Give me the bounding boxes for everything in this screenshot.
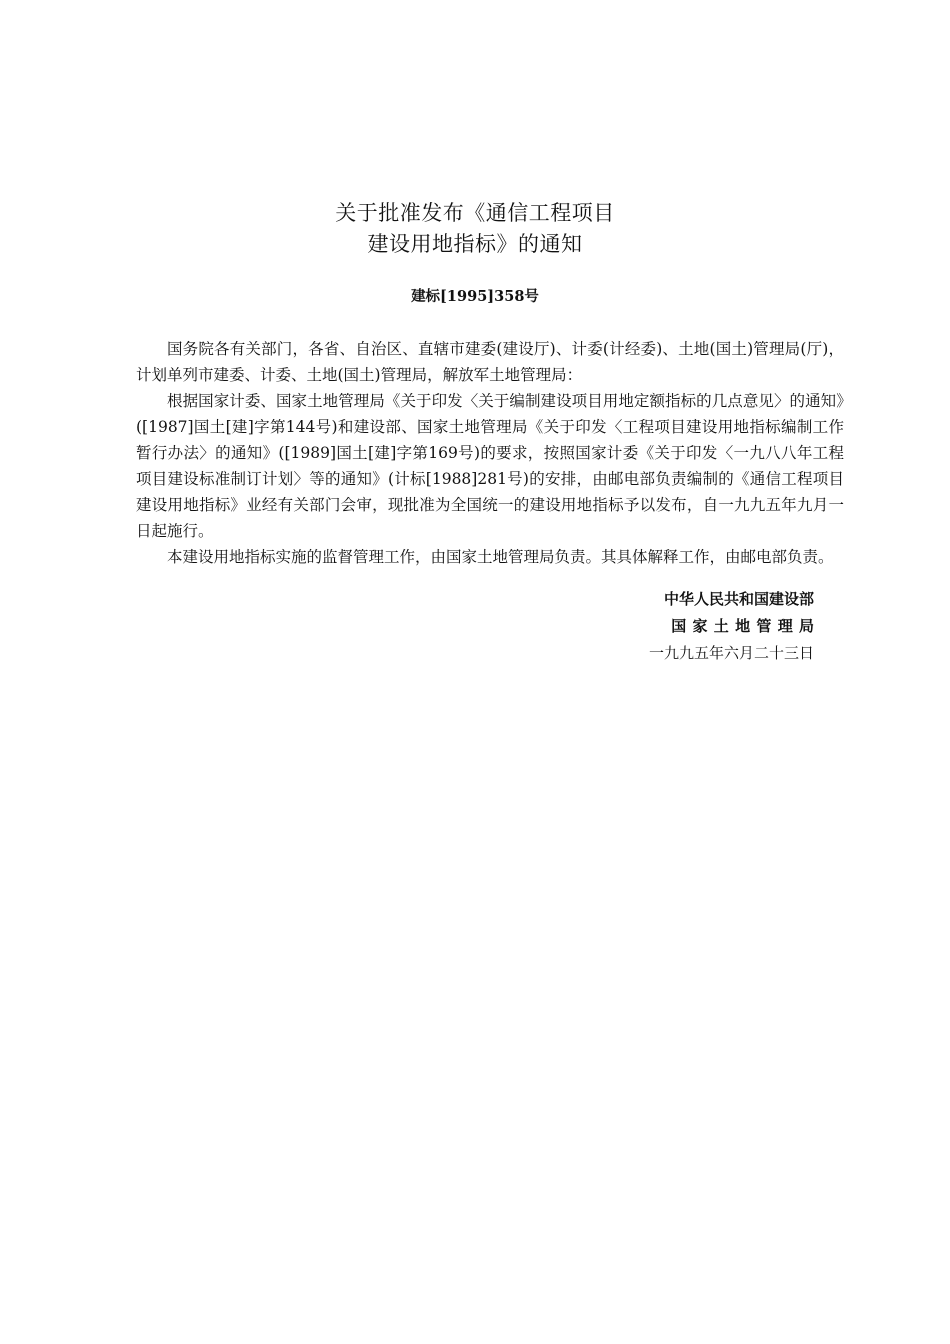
document-title-line-2: 建设用地指标》的通知 — [367, 232, 583, 256]
issue-date: 一九九五年六月二十三日 — [648, 644, 814, 662]
issuer-ministry-of-construction: 中华人民共和国建设部 — [663, 590, 814, 608]
paragraph-approval: 根据国家计委、国家土地管理局《关于印发〈关于编制建设项目用地定额指标的几点意见〉的通知》([1987]国土[建]字第144号)和建设部、国家土地管理局《关于印发〈工程项目建设用地指标编制工作暂行办法〉的通知》([1989]国土[建]字第169号)的要求，按照国家计委《关于印发〈一九八八年工程项目建设标准制订计划〉等的通知》(计标[1988]281号)的安排，由邮电部负责编制的《通信工程项目建设用地指标》业经有关部门会审，现批准为全国统一的建设用地指标予以发布，自一九九五年九月一日起施行。 — [136, 392, 844, 540]
signature-block — [648, 586, 821, 667]
document-number: 建标[1995]358号 — [411, 288, 539, 305]
paragraph-supervision: 本建设用地指标实施的监督管理工作，由国家土地管理局负责。其具体解释工作，由邮电部负责。 — [167, 548, 834, 566]
document-title-line-1: 关于批准发布《通信工程项目 — [335, 201, 615, 225]
paragraph-addressees: 国务院各有关部门，各省、自治区、直辖市建委(建设厅)、计委(计经委)、土地(国土)管理局(厅)，计划单列市建委、计委、土地(国土)管理局，解放军土地管理局： — [136, 340, 844, 384]
issuer-land-administration: 国家土地管理局 — [671, 617, 821, 635]
document-body — [136, 336, 844, 570]
